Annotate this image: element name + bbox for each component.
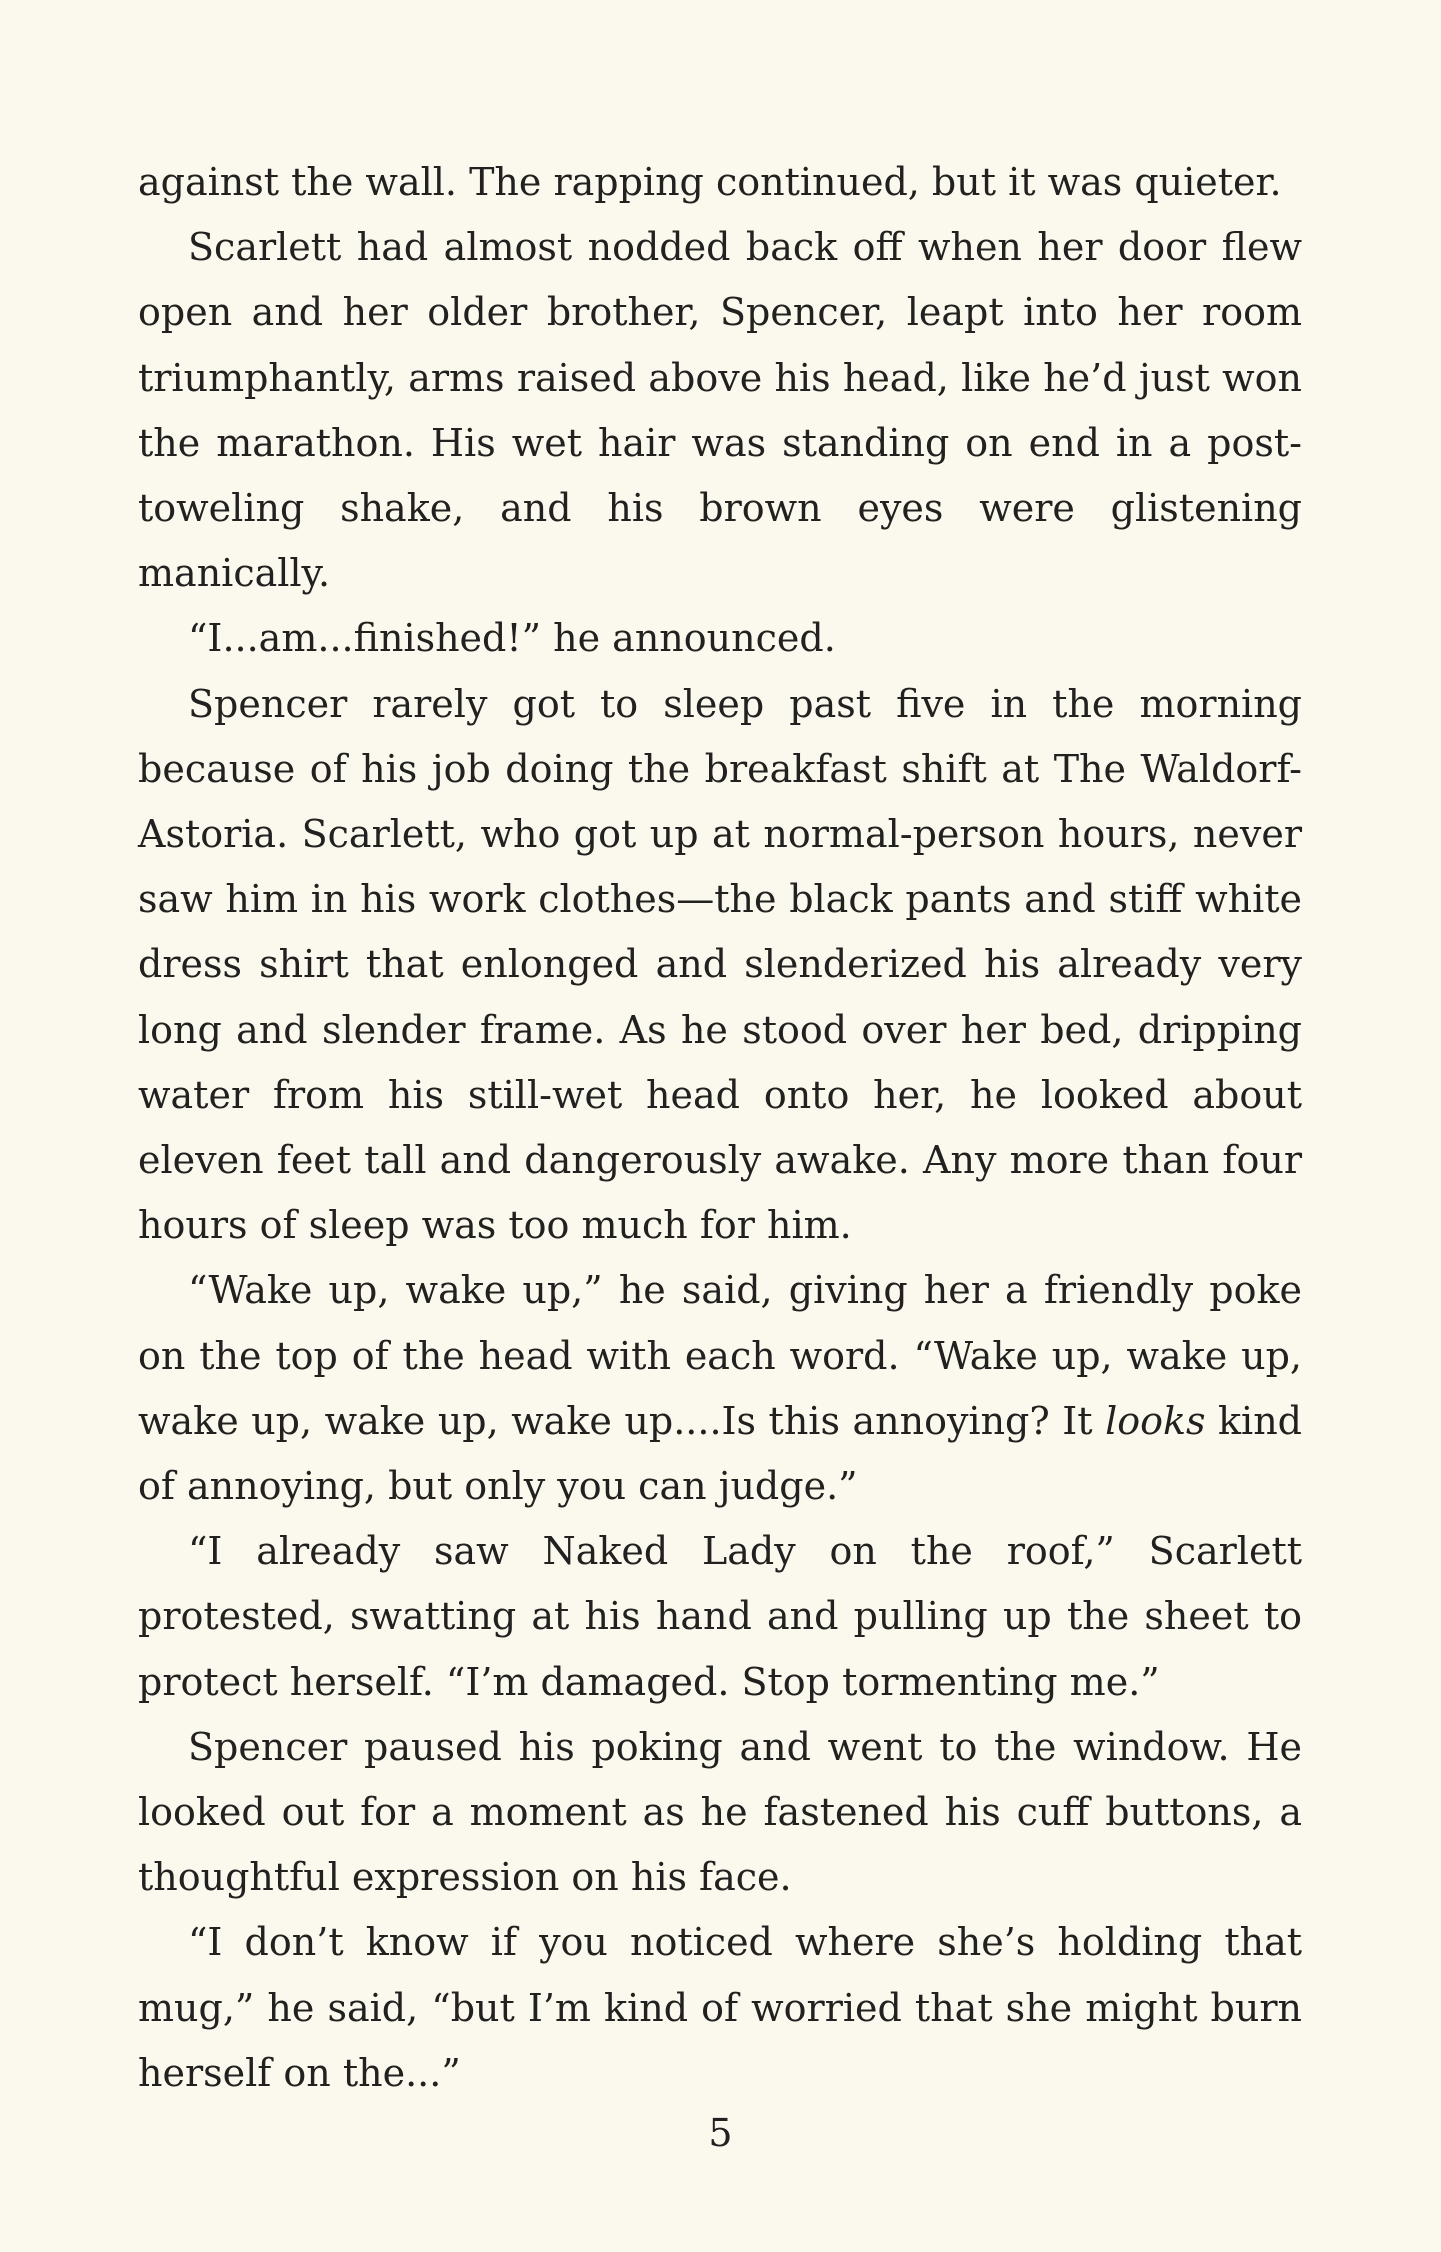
paragraph-text: Scarlett had almost nodded back off when her door flew open and her older brother, Spencer, leapt into her room triumphantly, arms raised above his head, like he’d just won the marathon. His wet hair was standing on end in a post-toweling shake, and his brown eyes were glistening manically. [138,225,1302,596]
page-number: 5 [708,2111,733,2155]
paragraph-text: “Wake up, wake up,” he said, giving her a friendly poke on the top of the head with each word. “Wake up, wake up, wake up, wake up, wake up....Is this annoying? It [138,1268,1302,1443]
paragraph [138,1519,1302,1715]
emphasis-text: looks [1105,1398,1206,1443]
paragraph [138,150,1302,215]
paragraph-text: Spencer rarely got to sleep past five in the morning because of his job doing the breakfast shift at The Waldorf-Astoria. Scarlett, who got up at normal-person hours, never saw him in his work clothes—the black pants and stiff white dress shirt that enlonged and slenderized his already very long and slender frame. As he stood over her bed, dripping water from his still-wet head onto her, he looked about eleven feet tall and dangerously awake. Any more than four hours of sleep was too much for him. [138,681,1302,1248]
paragraph-text: “I don’t know if you noticed where she’s holding that mug,” he said, “but I’m kind of worried that she might burn herself on the...” [138,1920,1302,2095]
paragraph [138,672,1302,1259]
paragraph-text: “I already saw Naked Lady on the roof,” Scarlett protested, swatting at his hand and pulling up the sheet to protect herself. “I’m damaged. Stop tormenting me.” [138,1529,1302,1704]
paragraph [138,215,1302,606]
paragraph-text: “I...am...finished!” he announced. [188,616,836,661]
paragraph-text: against the wall. The rapping continued, but it was quieter. [138,160,1282,204]
paragraph [138,606,1302,671]
paragraph [138,1258,1302,1519]
paragraph-text: kind of annoying, but only you can judge.” [138,1398,1302,1509]
paragraph-text: Spencer paused his poking and went to the window. He looked out for a moment as he fastened his cuff buttons, a thoughtful expression on his face. [138,1724,1302,1900]
paragraph [138,1910,1302,2106]
paragraph [138,1715,1302,1911]
page-body [138,150,1302,2106]
